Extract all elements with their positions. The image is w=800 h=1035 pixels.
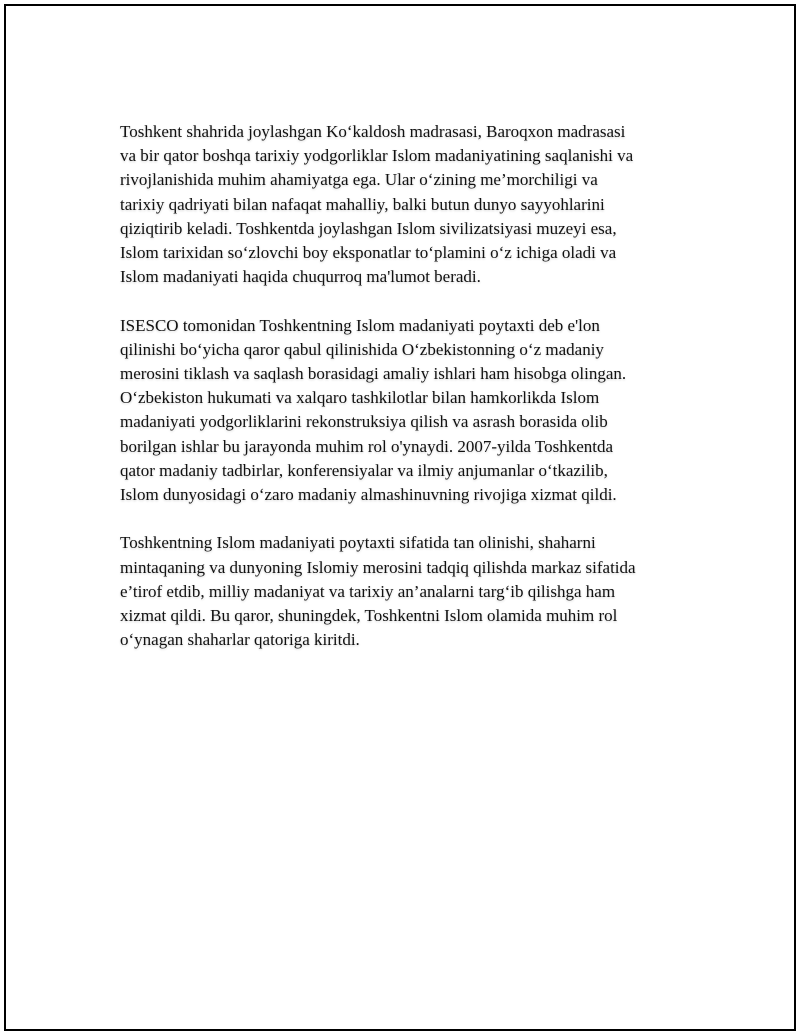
text-line: qator madaniy tadbirlar, konferensiyalar va ilmiy anjumanlar o‘tkazilib, (120, 460, 608, 480)
document-page (4, 4, 796, 1031)
text-line: e’tirof etdib, milliy madaniyat va tarixiy an’analarni targ‘ib qilishga ham (120, 581, 616, 601)
paragraph-3 (120, 531, 685, 652)
text-line: ISESCO tomonidan Toshkentning Islom madaniyati poytaxti deb e'lon (120, 315, 600, 335)
text-line: merosini tiklash va saqlash borasidagi amaliy ishlari ham hisobga olingan. (120, 364, 627, 384)
text-line: tarixiy qadriyati bilan nafaqat mahalliy, balki butun dunyo sayyohlarini (120, 194, 605, 214)
text-line: Islom tarixidan so‘zlovchi boy eksponatlar to‘plamini o‘z ichiga oladi va (120, 243, 617, 263)
text-line: qilinishi bo‘yicha qaror qabul qilinishida O‘zbekistonning o‘z madaniy (120, 339, 604, 359)
text-line: O‘zbekiston hukumati va xalqaro tashkilotlar bilan hamkorlikda Islom (120, 388, 600, 408)
text-line: rivojlanishida muhim ahamiyatga ega. Ular o‘zining me’morchiligi va (120, 170, 598, 190)
document-body (120, 120, 685, 677)
text-line: xizmat qildi. Bu qaror, shuningdek, Toshkentni Islom olamida muhim rol (120, 606, 618, 626)
text-line: madaniyati yodgorliklarini rekonstruksiya qilish va asrash borasida olib (120, 412, 608, 432)
text-line: va bir qator boshqa tarixiy yodgorliklar Islom madaniyatining saqlanishi va (120, 146, 634, 166)
text-line: Toshkentning Islom madaniyati poytaxti sifatida tan olinishi, shaharni (120, 533, 596, 553)
paragraph-1 (120, 120, 685, 289)
text-line: Islom dunyosidagi o‘zaro madaniy almashinuvning rivojiga xizmat qildi. (120, 485, 617, 505)
paragraph-2 (120, 314, 685, 508)
text-line: Islom madaniyati haqida chuqurroq ma'lumot beradi. (120, 267, 481, 287)
text-line: o‘ynagan shaharlar qatoriga kiritdi. (120, 630, 360, 650)
text-line: Toshkent shahrida joylashgan Ko‘kaldosh madrasasi, Baroqxon madrasasi (120, 122, 626, 141)
text-line: mintaqaning va dunyoning Islomiy merosini tadqiq qilishda markaz sifatida (120, 557, 636, 577)
text-line: borilgan ishlar bu jarayonda muhim rol o'ynaydi. 2007-yilda Toshkentda (120, 436, 614, 456)
text-line: qiziqtirib keladi. Toshkentda joylashgan Islom sivilizatsiyasi muzeyi esa, (120, 218, 617, 238)
